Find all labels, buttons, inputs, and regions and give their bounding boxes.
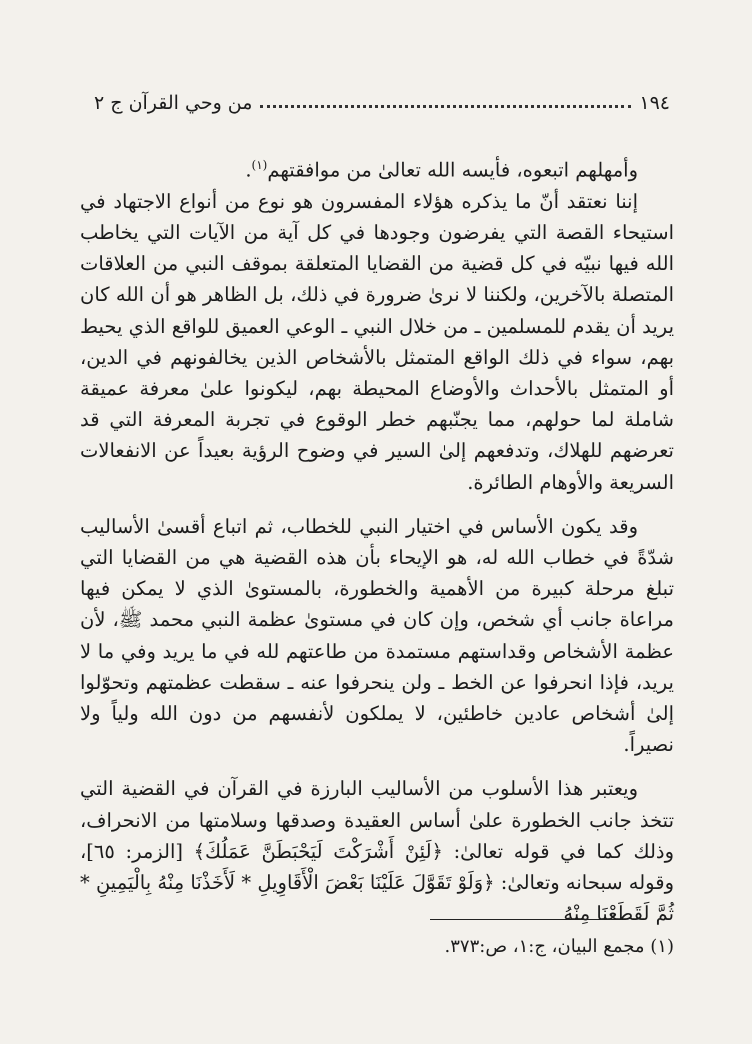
footnote	[200, 934, 674, 960]
book-title: من وحي القرآن ج ٢	[94, 92, 253, 114]
paragraph-4: ويعتبر هذا الأسلوب من الأساليب البارزة في القرآن في القضية التي تتخذ جانب الخطورة علىٰ أساس العقيدة وصدقها وسلامتها من الانحراف، وذلك كما في قوله تعالىٰ: ﴿لَئِنْ أَشْرَكْتَ لَيَحْبَطَنَّ عَمَلُكَ﴾ [الزمر: ٦٥]، وقوله سبحانه وتعالىٰ: ﴿وَلَوْ تَقَوَّلَ عَلَيْنَا بَعْضَ الْأَقَاوِيلِ * لَأَخَذْنَا مِنْهُ بِالْيَمِينِ * ثُمَّ لَقَطَعْنَا مِنْهُ	[80, 777, 674, 926]
paragraph-1-text: وأمهلهم اتبعوه، فأيسه الله تعالىٰ من موافقتهم	[267, 158, 638, 182]
paragraph-3: وقد يكون الأساس في اختيار النبي للخطاب، ثم اتباع أقسىٰ الأساليب شدّةً في خطاب الله له، هو الإيحاء بأن هذه القضية هي من القضايا التي تبلغ مرحلة كبيرة من الأهمية والخطورة، بالمستوىٰ الذي لا يمكن فيها مراعاة جانب أي شخص، وإن كان في مستوىٰ عظمة النبي محمد ﷺ، لأن عظمة الأشخاص وقداستهم مستمدة من طاعتهم لله في ما يريد وفي ما لا يريد، فإذا انحرفوا عن الخط ـ ولن ينحرفوا عنه ـ سقطت عظمتهم وتحوّلوا إلىٰ أشخاص عادين خاطئين، لا يملكون لأنفسهم من دون الله ولياً ولا نصيراً.	[80, 514, 675, 757]
footnote-text: مجمع البيان، ج:١، ص:٣٧٣.	[444, 936, 645, 957]
footnote-marker: (١)	[650, 936, 674, 957]
paragraph-1	[80, 150, 674, 186]
footnote-ref: (١)	[251, 158, 268, 172]
paragraph-2: إننا نعتقد أنّ ما يذكره هؤلاء المفسرون هو نوع من أنواع الاجتهاد في استيحاء القصة التي يفرضون وجودها في كل آية من الآيات التي يخاطب الله فيها نبيّه في كل قضية من القضايا المتعلقة بموقف النبي من العلاقات المتصلة بالآخرين، ولكننا لا نرىٰ ضرورة في ذلك، بل الظاهر هو أن الله كان يريد أن يقدم للمسلمين ـ من خلال النبي ـ الوعي العميق للواقع الذي يحيط بهم، سواء في ذلك الواقع المتمثل بالأشخاص الذين يخالفونهم في الدين، أو المتمثل بالأحداث والأوضاع المحيطة بهم، ليكونوا علىٰ معرفة عميقة شاملة لما حولهم، مما يجنّبهم خطر الوقوع في تجربة المعرفة التي قد تعرضهم للهلاك، وتدفعهم إلىٰ السير في وضوح الرؤية بعيداً عن الانفعالات السريعة والأوهام الطائرة.	[80, 189, 674, 494]
leader-dots	[260, 105, 631, 108]
running-header	[94, 88, 670, 118]
page-number: ١٩٤	[639, 92, 670, 114]
paragraph-1-end: .	[245, 158, 252, 182]
main-text	[80, 150, 674, 929]
footnote-separator	[430, 919, 622, 920]
